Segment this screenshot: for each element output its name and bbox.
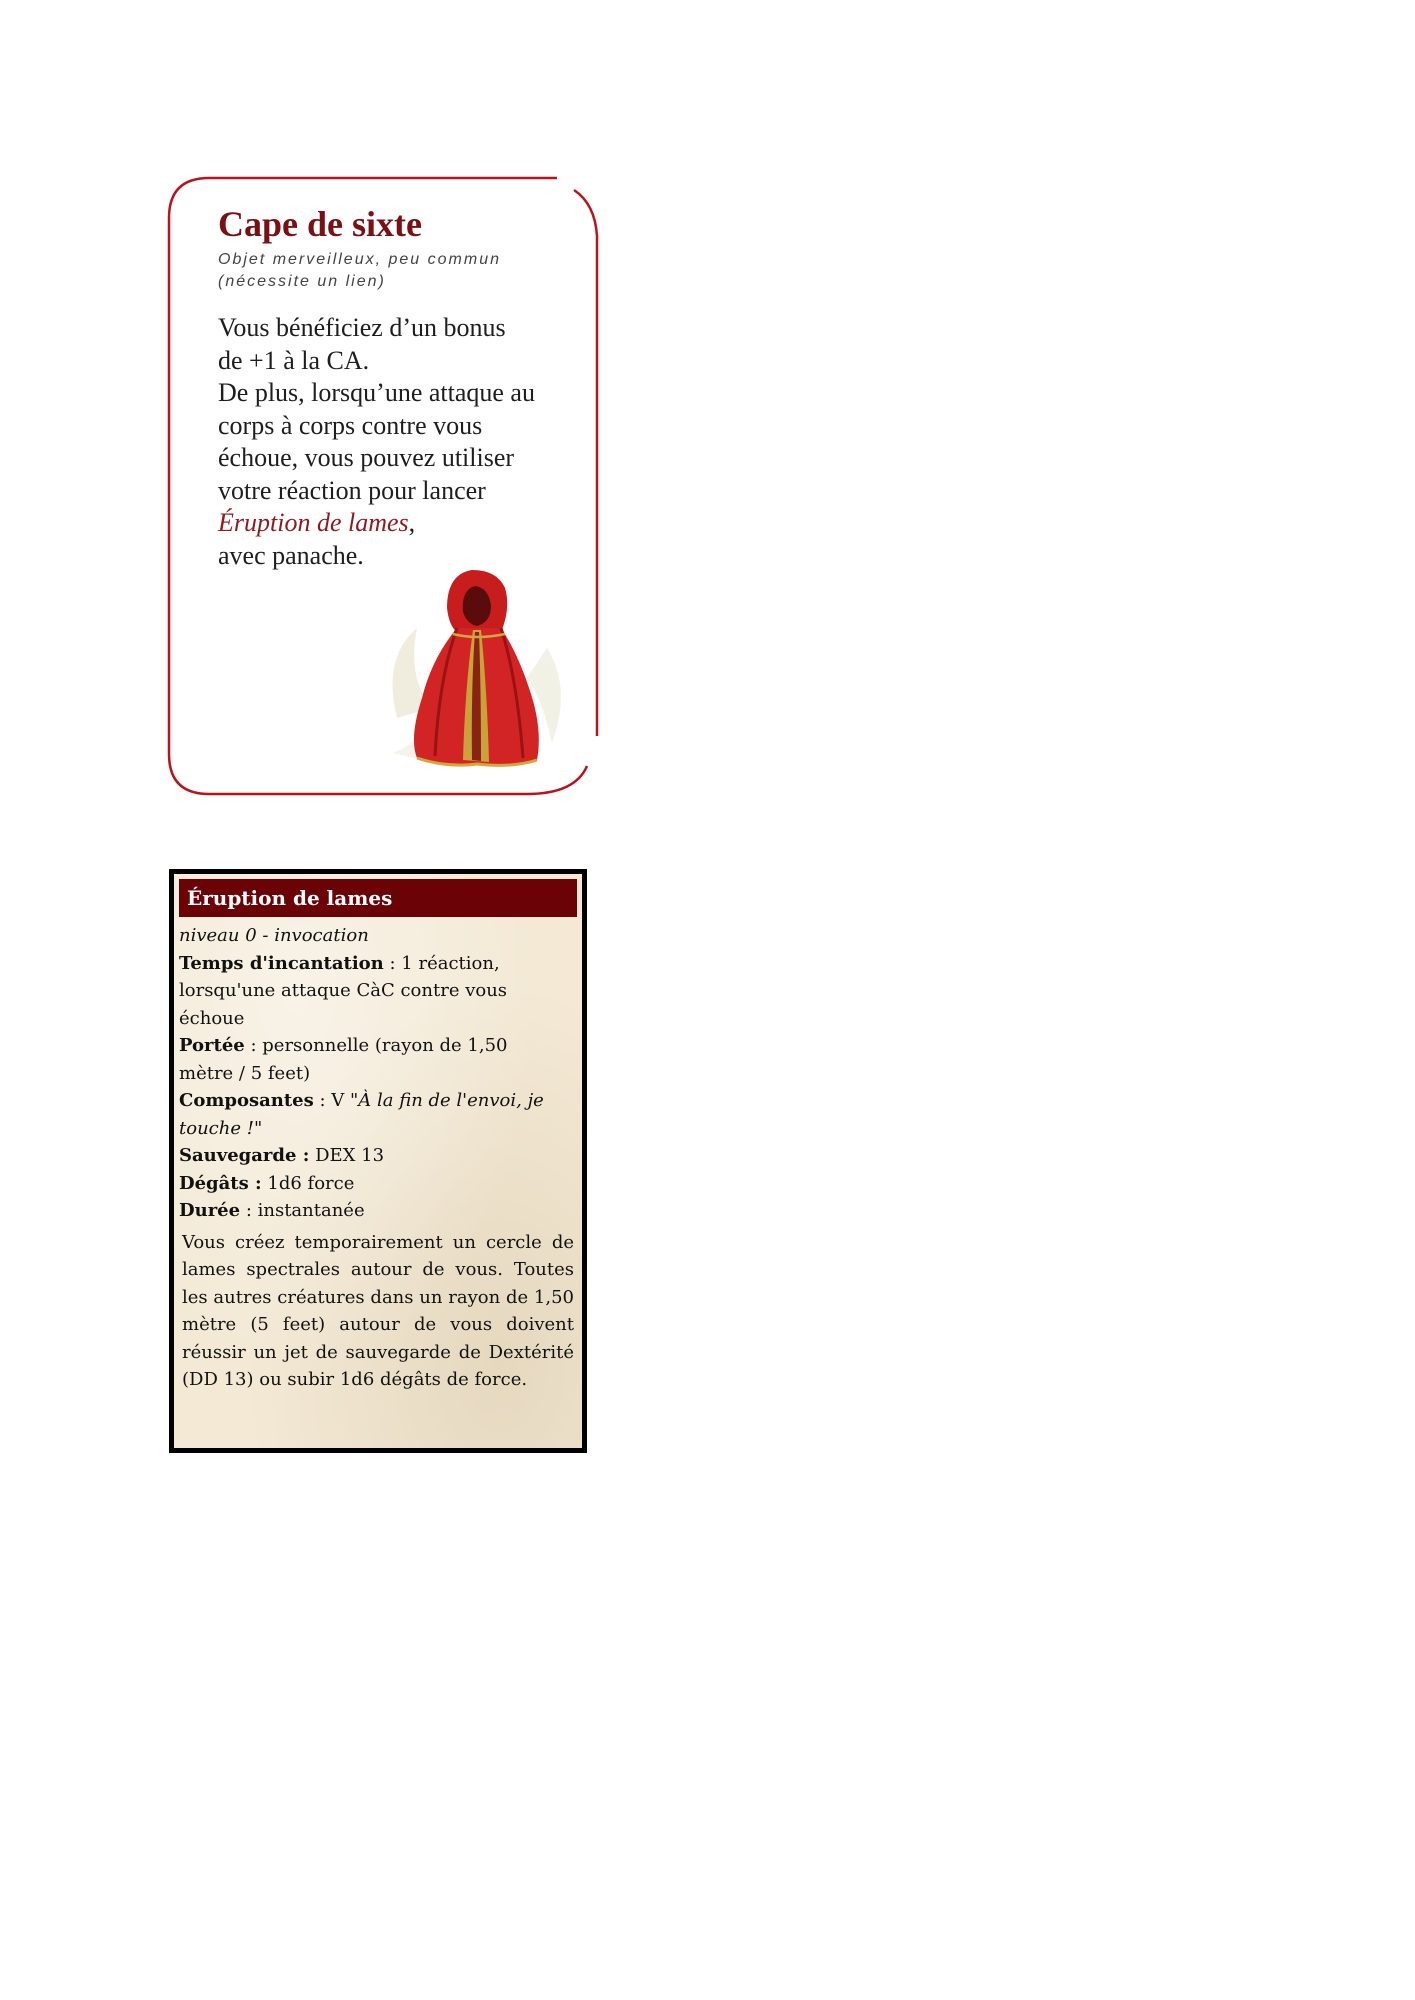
item-description bbox=[218, 312, 568, 572]
spell-level-school: niveau 0 - invocation bbox=[179, 925, 369, 946]
casting-time-label: Temps d'incantation bbox=[179, 952, 384, 974]
separator: : bbox=[240, 1200, 258, 1221]
desc-punctuation: , bbox=[408, 508, 416, 537]
item-type-rarity bbox=[218, 249, 538, 293]
casting-time bbox=[179, 950, 577, 978]
components-label: Composantes bbox=[179, 1090, 314, 1111]
saving-throw bbox=[179, 1142, 577, 1170]
range-cont: mètre / 5 feet) bbox=[179, 1062, 311, 1084]
spell-description: Vous créez temporairement un cercle de lames spectrales autour de vous. Toutes les autres créatures dans un rayon de 1,50 mètre (5 feet) autour de vous doivent réussir un jet de sauvegarde de Dextérité (DD 13) ou subir 1d6 dégâts de force. bbox=[182, 1231, 574, 1390]
casting-time-cont: lorsqu'une attaque CàC contre vous bbox=[179, 980, 508, 1001]
spell-reference-link[interactable]: Éruption de lames bbox=[218, 508, 409, 537]
desc-line: votre réaction pour lancer bbox=[218, 475, 486, 505]
damage-value: 1d6 force bbox=[261, 1172, 355, 1194]
saving-throw-value: DEX 13 bbox=[309, 1145, 385, 1166]
damage bbox=[179, 1170, 577, 1198]
spell-body bbox=[179, 922, 577, 1394]
duration-value: instantanée bbox=[257, 1200, 365, 1221]
desc-line: Vous bénéficiez d’un bonus bbox=[218, 313, 506, 342]
duration-label: Durée bbox=[179, 1200, 241, 1221]
casting-time-cont: échoue bbox=[179, 1007, 245, 1029]
desc-line: corps à corps contre vous bbox=[218, 410, 483, 440]
components-quote: touche !" bbox=[179, 1117, 263, 1139]
separator: : bbox=[244, 1035, 263, 1056]
item-type: Objet merveilleux, peu commun bbox=[218, 251, 501, 268]
separator: : bbox=[383, 952, 402, 974]
components bbox=[179, 1087, 577, 1115]
saving-throw-label: Sauvegarde : bbox=[179, 1145, 310, 1166]
spell-card bbox=[169, 869, 587, 1453]
spell-title: Éruption de lames bbox=[179, 879, 577, 917]
casting-time-value: 1 réaction, bbox=[401, 952, 500, 974]
item-title: Cape de sixte bbox=[218, 204, 422, 244]
magic-item-card bbox=[167, 176, 599, 796]
duration bbox=[179, 1197, 577, 1225]
item-attunement: (nécessite un lien) bbox=[218, 273, 386, 290]
red-cloak-illustration bbox=[377, 568, 577, 768]
range-label: Portée bbox=[179, 1035, 245, 1056]
range-value: personnelle (rayon de 1,50 bbox=[262, 1035, 508, 1056]
range bbox=[179, 1032, 577, 1060]
desc-line: avec panache. bbox=[218, 540, 364, 570]
damage-label: Dégâts : bbox=[179, 1172, 262, 1194]
desc-line: échoue, vous pouvez utiliser bbox=[218, 443, 515, 472]
components-quote: "À la fin de l'envoi, je bbox=[350, 1090, 544, 1111]
components-cont bbox=[179, 1115, 577, 1143]
desc-line-spell bbox=[218, 507, 568, 540]
components-verbal: : V bbox=[313, 1090, 350, 1111]
desc-line: de +1 à la CA. bbox=[218, 345, 370, 375]
desc-line: De plus, lorsqu’une attaque au bbox=[218, 378, 535, 407]
